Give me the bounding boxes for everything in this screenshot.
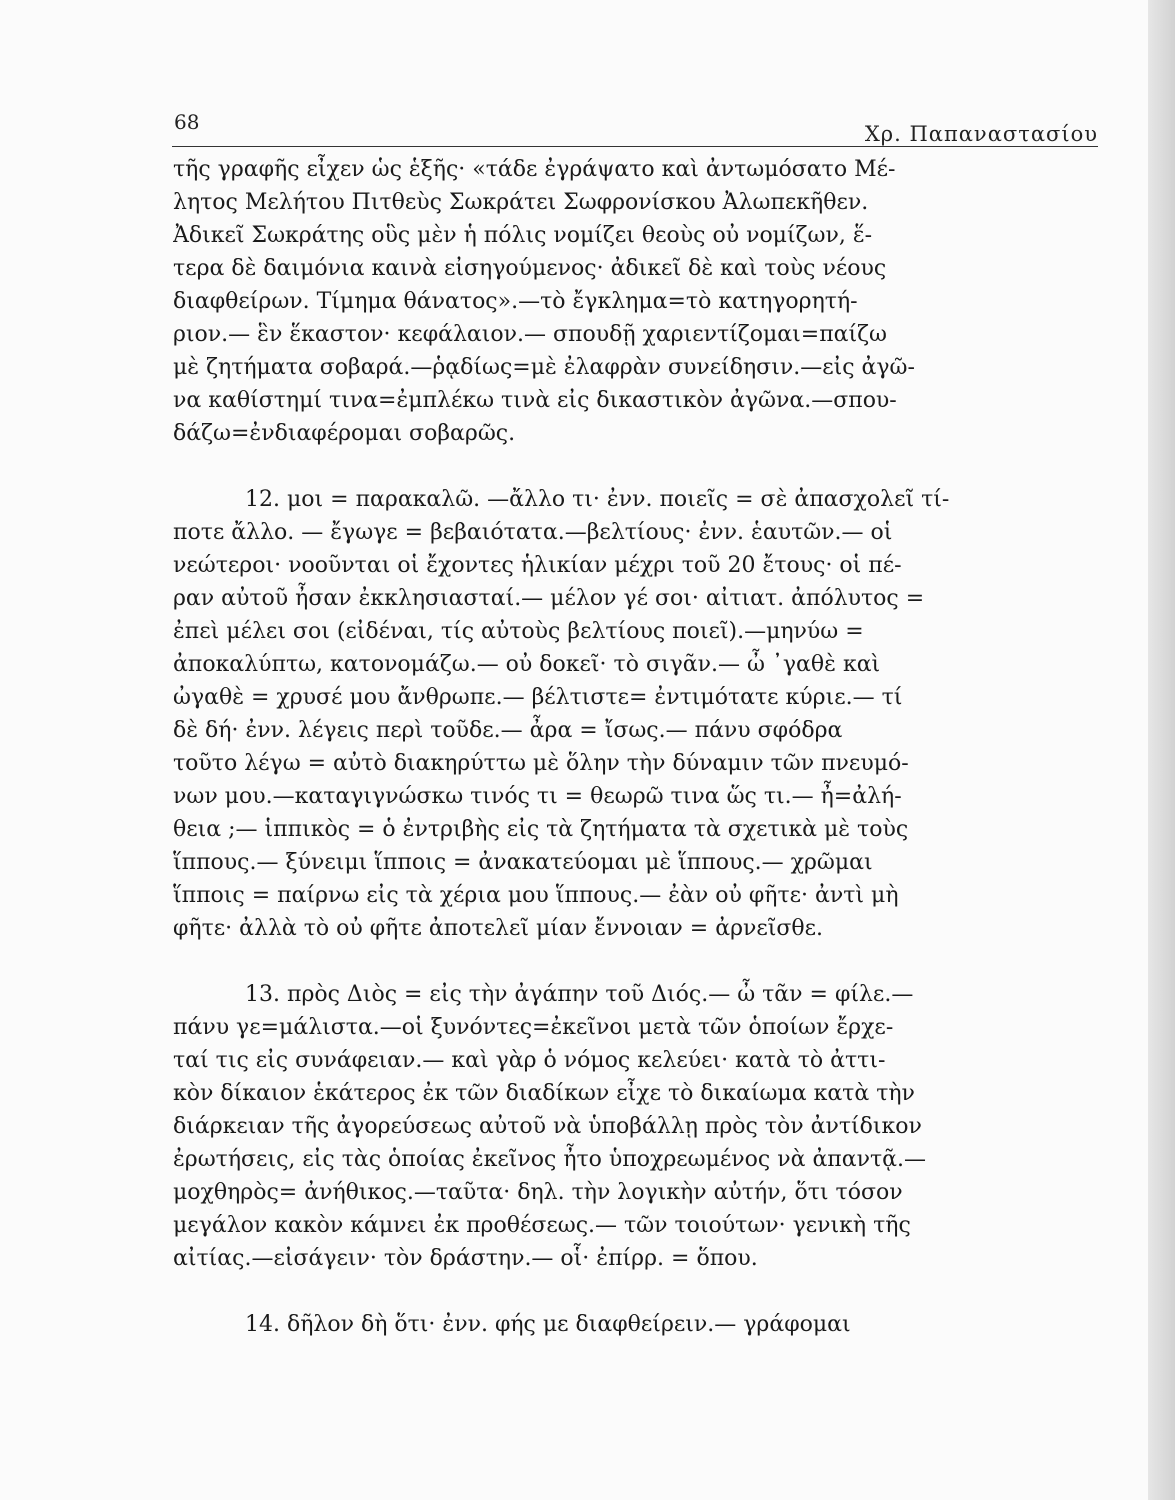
- text-line: νων μου.—καταγιγνώσκω τινός τι = θεωρῶ τινα ὥς τι.— ἦ=ἀλή-: [173, 784, 902, 809]
- text-line: φῆτε· ἀλλὰ τὸ οὐ φῆτε ἀποτελεῖ μίαν ἔννοιαν = ἀρνεῖσθε.: [173, 916, 824, 941]
- text-line: μεγάλον κακὸν κάμνει ἐκ προθέσεως.— τῶν τοιούτων· γενικὴ τῆς: [173, 1213, 911, 1238]
- text-line: πάνυ γε=μάλιστα.—οἱ ξυνόντες=ἐκεῖνοι μετὰ τῶν ὁποίων ἔρχε-: [173, 1015, 894, 1040]
- text-line: 13. πρὸς Διὸς = εἰς τὴν ἀγάπην τοῦ Διός.— ὦ τᾶν = φίλε.—: [245, 982, 914, 1007]
- text-line: μὲ ζητήματα σοβαρά.—ῥᾳδίως=μὲ ἐλαφρὰν συνείδησιν.—εἰς ἀγῶ-: [173, 355, 915, 380]
- running-head: Χρ. Παπαναστασίου: [864, 122, 1098, 146]
- text-line: μοχθηρὸς= ἀνήθικος.—ταῦτα· δηλ. τὴν λογικὴν αὐτήν, ὅτι τόσον: [173, 1180, 903, 1205]
- text-line: ριον.— ἓν ἕκαστον· κεφάλαιον.— σπουδῇ χαριεντίζομαι=παίζω: [173, 322, 888, 347]
- text-line: δάζω=ἐνδιαφέρομαι σοβαρῶς.: [173, 421, 516, 446]
- text-line: νεώτεροι· νοοῦνται οἱ ἔχοντες ἡλικίαν μέχρι τοῦ 20 ἔτους· οἱ πέ-: [173, 553, 902, 578]
- paragraph-gap: [173, 945, 1098, 978]
- text-line: κὸν δίκαιον ἑκάτερος ἐκ τῶν διαδίκων εἶχε τὸ δικαίωμα κατὰ τὴν: [173, 1081, 915, 1106]
- text-line: ἐπεὶ μέλει σοι (εἰδέναι, τίς αὐτοὺς βελτίους ποιεῖ).—μηνύω =: [173, 619, 864, 644]
- text-line: ραν αὐτοῦ ἦσαν ἐκκλησιασταί.— μέλον γέ σοι· αἰτιατ. ἀπόλυτος =: [173, 586, 925, 611]
- page-number: 68: [174, 110, 200, 134]
- text-line: ἐρωτήσεις, εἰς τὰς ὁποίας ἐκεῖνος ἦτο ὑποχρεωμένος νὰ ἀπαντᾷ.—: [173, 1147, 927, 1172]
- text-line: ταί τις εἰς συνάφειαν.— καὶ γὰρ ὁ νόμος κελεύει· κατὰ τὸ ἀττι-: [173, 1048, 886, 1073]
- text-line: θεια ;— ἱππικὸς = ὁ ἐντριβὴς εἰς τὰ ζητήματα τὰ σχετικὰ μὲ τοὺς: [173, 817, 909, 842]
- paragraph-gap: [173, 450, 1098, 483]
- text-line: ἵππους.— ξύνειμι ἵπποις = ἀνακατεύομαι μὲ ἵππους.— χρῶμαι: [173, 850, 873, 875]
- text-line: διάρκειαν τῆς ἀγορεύσεως αὐτοῦ νὰ ὑποβάλλῃ πρὸς τὸν ἀντίδικον: [173, 1114, 922, 1139]
- text-line: τῆς γραφῆς εἶχεν ὡς ἑξῆς· «τάδε ἐγράψατο καὶ ἀντωμόσατο Μέ-: [173, 157, 896, 182]
- commentary-text: [173, 153, 1098, 1341]
- text-line: ὠγαθὲ = χρυσέ μου ἄνθρωπε.— βέλτιστε= ἐντιμότατε κύριε.— τί: [173, 685, 903, 710]
- text-line: διαφθείρων. Τίμημα θάνατος».—τὸ ἔγκλημα=τὸ κατηγορητή-: [173, 289, 858, 314]
- text-line: 14. δῆλον δὴ ὅτι· ἐνν. φής με διαφθείρειν.— γράφομαι: [245, 1312, 851, 1337]
- text-line: τερα δὲ δαιμόνια καινὰ εἰσηγούμενος· ἀδικεῖ δὲ καὶ τοὺς νέους: [173, 256, 887, 281]
- text-line: ἀποκαλύπτω, κατονομάζω.— οὐ δοκεῖ· τὸ σιγᾶν.— ὦ ᾿γαθὲ καὶ: [173, 652, 881, 677]
- page-edge: [1148, 0, 1175, 1500]
- text-line: δὲ δή· ἐνν. λέγεις περὶ τοῦδε.— ἆρα = ἴσως.— πάνυ σφόδρα: [173, 718, 843, 743]
- text-line: τοῦτο λέγω = αὐτὸ διακηρύττω μὲ ὅλην τὴν δύναμιν τῶν πνευμό-: [173, 751, 909, 776]
- text-line: αἰτίας.—εἰσάγειν· τὸν δράστην.— οἷ· ἐπίρρ. = ὅπου.: [173, 1246, 758, 1271]
- paragraph-gap: [173, 1275, 1098, 1308]
- text-line: ποτε ἄλλο. — ἔγωγε = βεβαιότατα.—βελτίους· ἐνν. ἑαυτῶν.— οἱ: [173, 520, 893, 545]
- text-line: ἵπποις = παίρνω εἰς τὰ χέρια μου ἵππους.— ἐὰν οὐ φῆτε· ἀντὶ μὴ: [173, 883, 899, 908]
- text-line: να καθίστημί τινα=ἐμπλέκω τινὰ εἰς δικαστικὸν ἀγῶνα.—σπου-: [173, 388, 897, 413]
- text-line: 12. μοι = παρακαλῶ. —ἄλλο τι· ἐνν. ποιεῖς = σὲ ἀπασχολεῖ τί-: [245, 487, 950, 512]
- page-header: [172, 108, 1098, 147]
- text-line: λητος Μελήτου Πιτθεὺς Σωκράτει Σωφρονίσκου Ἀλωπεκῆθεν.: [173, 190, 869, 215]
- text-line: Ἀδικεῖ Σωκράτης οὓς μὲν ἡ πόλις νομίζει θεοὺς οὐ νομίζων, ἕ-: [173, 223, 873, 248]
